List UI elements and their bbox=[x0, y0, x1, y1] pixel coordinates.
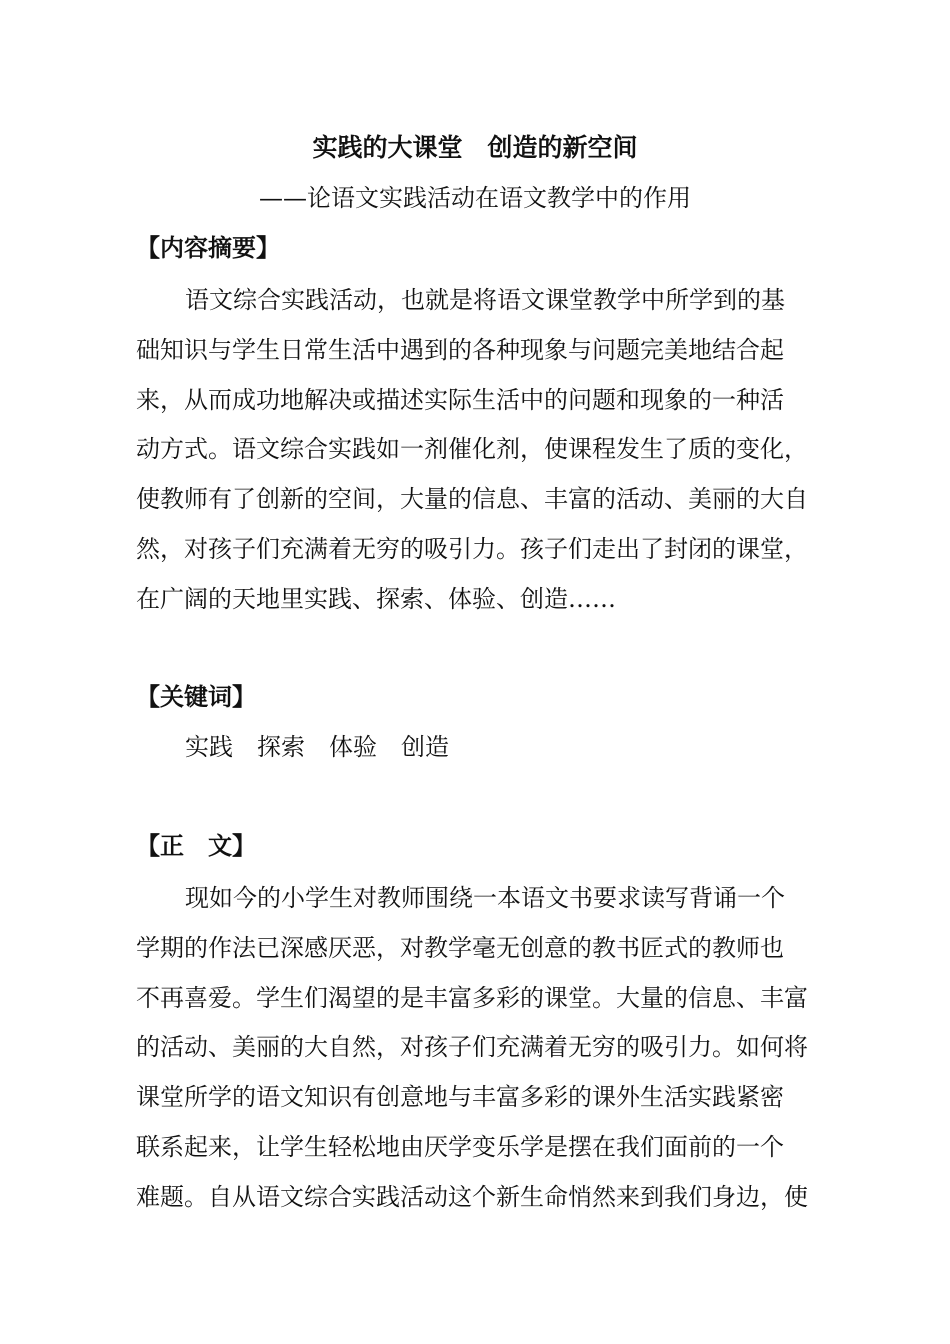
body-line: 课堂所学的语文知识有创意地与丰富多彩的课外生活实践紧密 bbox=[136, 1083, 784, 1112]
abstract-line: 语文综合实践活动，也就是将语文课堂教学中所学到的基 bbox=[185, 286, 785, 314]
body-line: 难题。自从语文综合实践活动这个新生命悄然来到我们身边，使 bbox=[136, 1182, 808, 1211]
abstract-line: 动方式。语文综合实践如一剂催化剂，使课程发生了质的变化， bbox=[136, 435, 808, 464]
abstract-line: 在广阔的天地里实践、探索、体验、创造…… bbox=[136, 584, 616, 613]
abstract-line: 础知识与学生日常生活中遇到的各种现象与问题完美地结合起 bbox=[136, 335, 784, 364]
body-paragraph bbox=[136, 874, 836, 1223]
body-line: 联系起来，让学生轻松地由厌学变乐学是摆在我们面前的一个 bbox=[136, 1132, 784, 1161]
abstract-paragraph bbox=[136, 276, 836, 625]
abstract-heading: 【内容摘要】 bbox=[136, 233, 280, 262]
body-line: 的活动、美丽的大自然，对孩子们充满着无穷的吸引力。如何将 bbox=[136, 1033, 808, 1062]
keyword: 创造 bbox=[401, 733, 449, 761]
keyword: 探索 bbox=[257, 733, 305, 761]
body-line: 学期的作法已深感厌恶，对教学毫无创意的教书匠式的教师也 bbox=[136, 933, 784, 962]
document-title: 实践的大课堂 创造的新空间 bbox=[312, 133, 638, 162]
abstract-line: 来，从而成功地解决或描述实际生活中的问题和现象的一种活 bbox=[136, 385, 784, 414]
body-heading: 【正 文】 bbox=[136, 831, 256, 860]
body-line: 不再喜爱。学生们渴望的是丰富多彩的课堂。大量的信息、丰富 bbox=[136, 983, 808, 1012]
abstract-line: 然，对孩子们充满着无穷的吸引力。孩子们走出了封闭的课堂， bbox=[136, 534, 808, 563]
keywords-list bbox=[185, 729, 449, 765]
abstract-line: 使教师有了创新的空间，大量的信息、丰富的活动、美丽的大自 bbox=[136, 485, 808, 514]
body-line: 现如今的小学生对教师围绕一本语文书要求读写背诵一个 bbox=[185, 884, 785, 912]
document-subtitle: ——论语文实践活动在语文教学中的作用 bbox=[259, 184, 691, 212]
keyword: 实践 bbox=[185, 733, 233, 761]
keyword: 体验 bbox=[329, 733, 377, 761]
keywords-heading: 【关键词】 bbox=[136, 682, 256, 711]
